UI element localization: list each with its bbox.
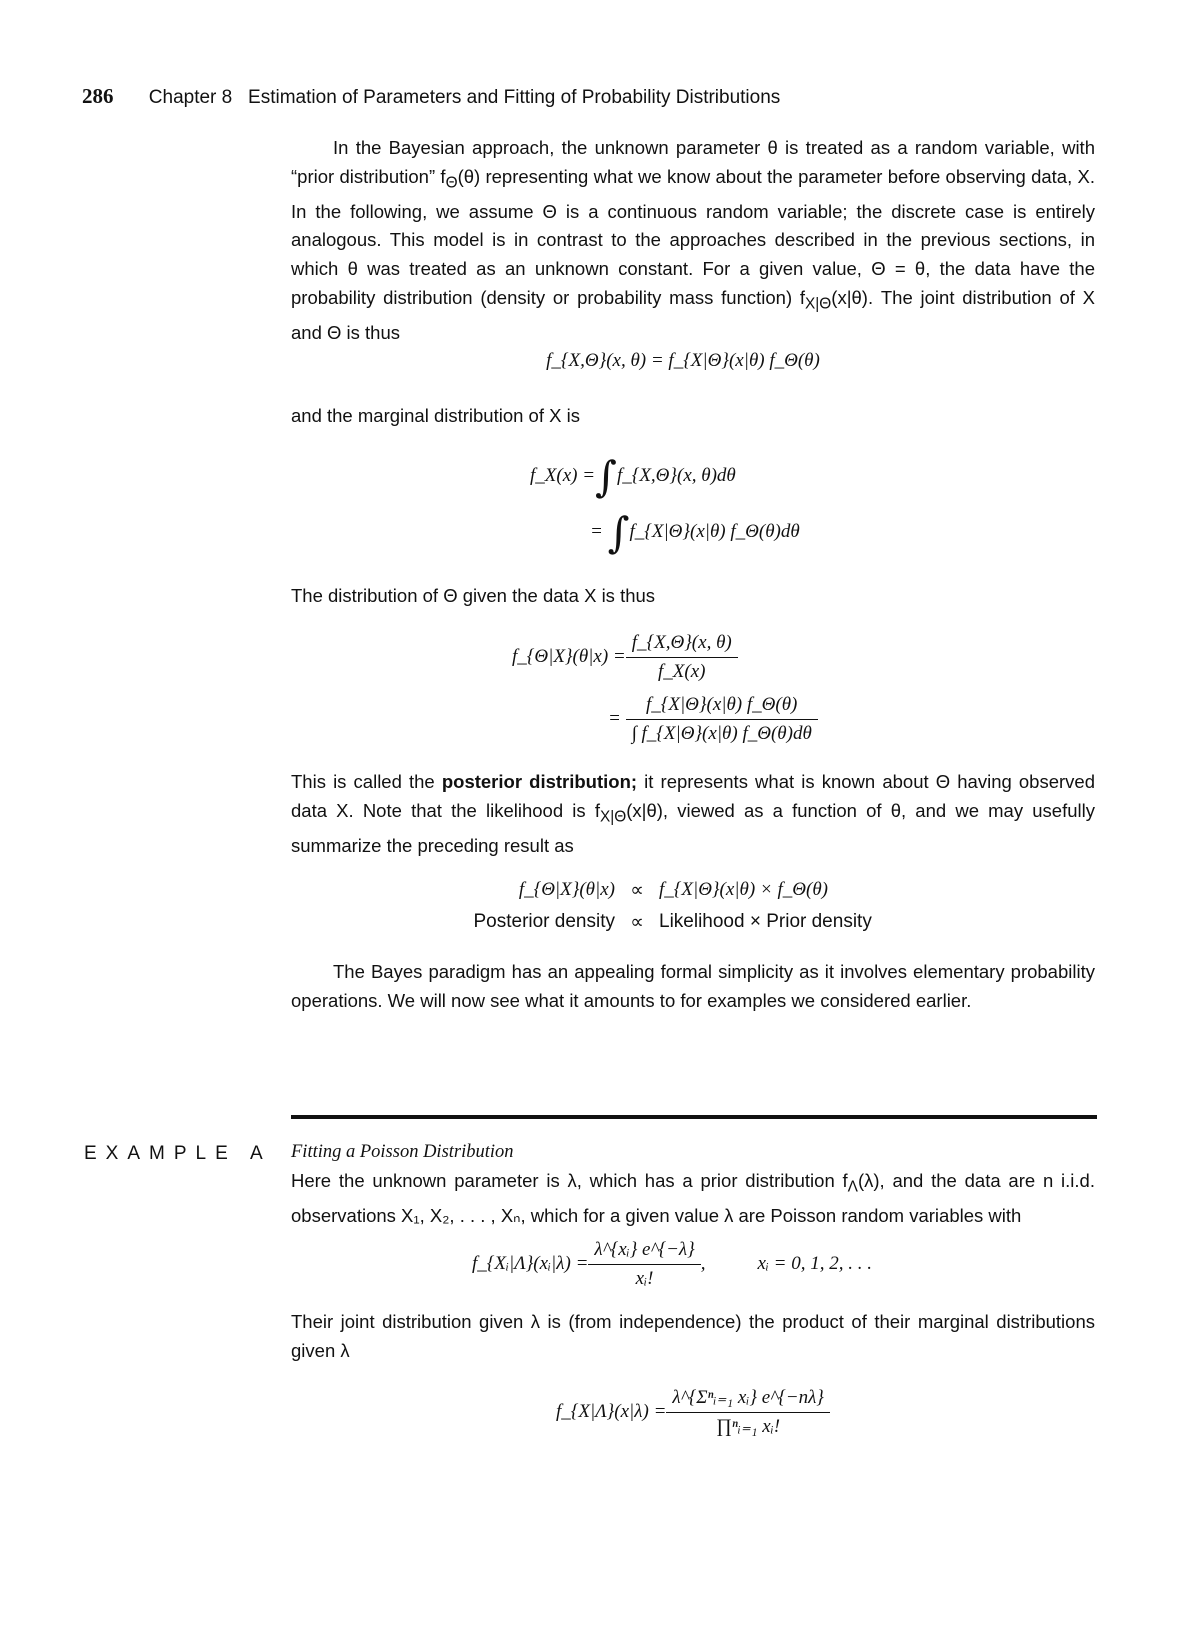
fraction-numerator: λ^{xᵢ} e^{−λ} [588,1236,700,1265]
posterior-lhs: f_{Θ|X}(θ|x) = [512,646,626,667]
marginal-line2: f_{X|Θ}(x|θ) f_Θ(θ)dθ [629,521,800,542]
fraction-numerator: λ^{Σⁿᵢ₌₁ xᵢ} e^{−nλ} [666,1384,830,1413]
section-rule [291,1115,1097,1119]
posterior-text-after-b: (x|θ), viewed as a function of θ, and we may usefully summarize the preceding result as [291,799,1095,856]
fraction-denominator: xᵢ! [635,1267,654,1289]
equation-proportional [445,874,872,938]
page-number: 286 [82,84,114,108]
fraction-denominator: ∫ f_{X|Θ}(x|θ) f_Θ(θ)dθ [631,722,812,744]
example-label: EXAMPLE A [84,1143,272,1164]
paradigm-paragraph [291,958,1095,1015]
integral-sign: ∫ [595,451,617,501]
joint-paragraph [291,1308,1095,1365]
example-block [291,1138,1095,1230]
proportional-symbol: ∝ [630,879,644,901]
example-title: Fitting a Poisson Distribution [291,1142,514,1162]
fraction-denominator: f_X(x) [658,660,706,682]
posterior-fraction-1 [626,629,738,686]
marginal-lhs: f_X(x) = [530,465,596,486]
example-text-a: Here the unknown parameter is λ, which has a prior distribution f [291,1169,848,1191]
prop-row1-right: f_{X|Θ}(x|θ) × f_Θ(θ) [659,879,828,900]
marginal-intro-text: and the marginal distribution of X is [291,405,580,426]
prop-row2-right: Likelihood × Prior density [659,911,872,932]
equals-sign: = [608,708,626,729]
equation-marginal [530,448,800,560]
equation-joint-likelihood [556,1380,830,1444]
running-header [82,84,780,109]
joint-text: Their joint distribution given λ is (from independence) the product of their marginal distributions given λ [291,1311,1095,1361]
fraction-denominator: ∏ⁿᵢ₌₁ xᵢ! [716,1415,781,1437]
fraction-numerator: f_{X,Θ}(x, θ) [626,629,738,658]
proportional-symbol: ∝ [630,911,644,933]
prop-row1-left: f_{Θ|X}(θ|x) [518,879,615,900]
posterior-fraction-2 [626,691,818,748]
marginal-intro [291,402,1095,431]
intro-text-c: (x|θ). The joint distribution of X and Θ is thus [291,286,1095,343]
fraction-numerator: f_{X|Θ}(x|θ) f_Θ(θ) [626,691,818,720]
integral-sign: ∫ [607,507,630,557]
marginal-line1: f_{X,Θ}(x, θ)dθ [616,465,736,486]
posterior-text-after-a: it represents what is known about Θ having observed data X. Note that the likelihood is f [291,771,1095,821]
intro-sub-theta: Θ [445,174,458,192]
joint-lhs: f_{X|Λ}(x|λ) = [556,1401,667,1422]
posterior-intro-text: The distribution of Θ given the data X is thus [291,585,656,606]
posterior-paragraph [291,768,1095,860]
posterior-sub: X|Θ [599,808,627,826]
comma: , [700,1253,706,1274]
equation-joint: f_{X,Θ}(x, θ) = f_{X|Θ}(x|θ) f_Θ(θ) [546,350,820,371]
intro-text-b: (θ) representing what we know about the parameter before observing data, X. In the following, we assume Θ is a continuous random variable; the discrete case is entirely analogous. This model is in contrast to the approaches described in the previous sections, in which θ was treated as an unknown constant. For a given value, Θ = θ, the data have the probability distribution (density or probability mass function) f [291,165,1096,308]
poisson-fraction [588,1236,700,1293]
paradigm-text: The Bayes paradigm has an appealing formal simplicity as it involves elementary probability operations. We will now see what it amounts to for examples we considered earlier. [291,961,1095,1011]
example-text-b: (λ), and the data are n i.i.d. observations X₁, X₂, . . . , Xₙ, which for a given value λ are Poisson random variables with [291,1169,1095,1226]
running-title: Chapter 8 Estimation of Parameters and Fitting of Probability Distributions [148,87,781,108]
prop-row2-left: Posterior density [473,911,615,932]
intro-sub-xgiven: X|Θ [805,295,832,313]
equals-sign: = [590,521,608,542]
posterior-text-before: This is called the [291,771,442,792]
poisson-support: xᵢ = 0, 1, 2, . . . [757,1253,872,1274]
intro-paragraph [291,134,1095,348]
equation-posterior [512,626,818,750]
example-sub-lambda: Λ [847,1178,858,1196]
equation-poisson [472,1232,872,1296]
intro-text-a: In the Bayesian approach, the unknown parameter θ is treated as a random variable, with “prior distribution” f [291,137,1095,187]
poisson-lhs: f_{Xᵢ|Λ}(xᵢ|λ) = [472,1253,589,1274]
posterior-term: posterior distribution; [441,771,638,792]
joint-fraction [666,1384,830,1441]
posterior-intro [291,582,1095,611]
